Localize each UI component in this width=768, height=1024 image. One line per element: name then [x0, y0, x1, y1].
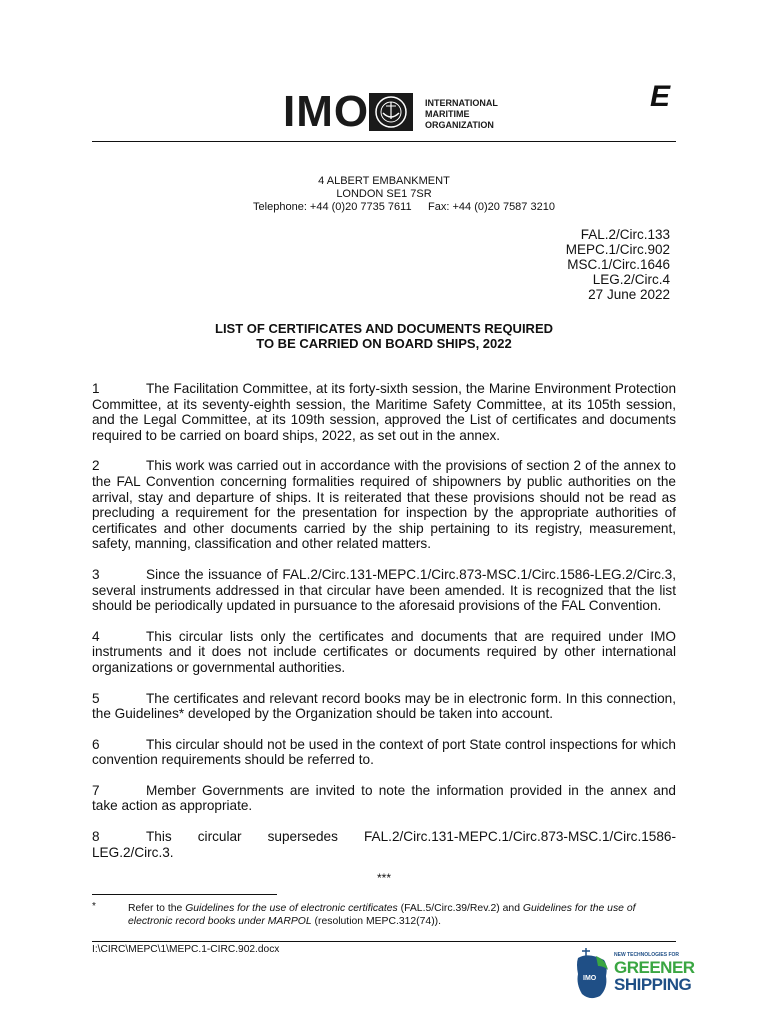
- document-body: [92, 381, 676, 887]
- paragraph-5: 5 The certificates and relevant record books may be in electronic form. In this connection, the Guidelines* developed by the Organization should be taken into account.: [92, 690, 676, 722]
- logo-tagline: NEW TECHNOLOGIES FOR: [614, 952, 679, 958]
- header-divider: [92, 141, 676, 142]
- ref-mepc: MEPC.1/Circ.902: [565, 242, 670, 257]
- circular-date: 27 June 2022: [588, 287, 670, 302]
- imo-logo-wordmark: IMO: [283, 87, 370, 136]
- document-title: LIST OF CERTIFICATES AND DOCUMENTS REQUIRED TO BE CARRIED ON BOARD SHIPS, 2022: [215, 321, 553, 351]
- greener-shipping-badge-icon: [574, 946, 612, 1002]
- file-path: I:\CIRC\MEPC\1\MEPC.1-CIRC.902.docx: [92, 944, 280, 955]
- imo-logo: [283, 88, 513, 138]
- paragraph-3: 3 Since the issuance of FAL.2/Circ.131-MEPC.1/Circ.873-MSC.1/Circ.1586-LEG.2/Circ.3, several instruments addressed in that circular have been amended. It is recognized that the list should be periodically updated in pursuance to the aforesaid provisions of the FAL Convention.: [92, 566, 676, 614]
- address-block: [92, 175, 676, 214]
- footnote: [92, 902, 676, 928]
- paragraph-8: 8 This circular supersedes FAL.2/Circ.131-MEPC.1/Circ.873-MSC.1/Circ.1586-LEG.2/Circ.3.: [92, 829, 676, 860]
- footer-divider: [92, 941, 676, 942]
- paragraph-4: 4 This circular lists only the certificates and documents that are required under IMO instruments and it does not include certificates or documents required by other international organizations or governmental authorities.: [92, 628, 676, 675]
- org-name: INTERNATIONAL MARITIME ORGANIZATION: [425, 98, 498, 130]
- ref-leg: LEG.2/Circ.4: [592, 272, 670, 287]
- paragraph-2: 2 This work was carried out in accordance with the provisions of section 2 of the annex to the FAL Convention concerning formalities required of shipowners by public authorities on the arrival, stay and departure of ships. It is reiterated that these provisions should not be read as precluding a requirement for the presentation for inspection by the appropriate authorities of certificates and other documents carried by the ship pertaining to its registry, measurement, safety, manning, classification and other related matters.: [92, 458, 676, 552]
- logo-greener: GREENER: [614, 958, 695, 977]
- paragraph-1: 1 The Facilitation Committee, at its forty-sixth session, the Marine Environment Protection Committee, at its seventy-eighth session, the Maritime Safety Committee, at its 105th session, and the Legal Committee, at its 109th session, approved the List of certificates and documents required to be carried on board ships, 2022, as set out in the annex.: [92, 381, 676, 443]
- footnote-mark: *: [92, 901, 96, 912]
- footnote-divider: [92, 894, 277, 895]
- ref-fal: FAL.2/Circ.133: [580, 227, 670, 242]
- circular-references: [566, 227, 670, 302]
- end-separator: ***: [376, 871, 391, 886]
- paragraph-6: 6 This circular should not be used in the context of port State control inspections for which convention requirements should be referred to.: [92, 736, 676, 768]
- ref-msc: MSC.1/Circ.1646: [567, 257, 670, 272]
- contact-line: [92, 201, 676, 214]
- badge-imo-text: IMO: [583, 975, 597, 982]
- logo-shipping: SHIPPING: [614, 975, 692, 994]
- imo-emblem-icon: [369, 93, 413, 131]
- telephone: Telephone: +44 (0)20 7735 7611: [253, 201, 412, 213]
- paragraph-7: 7 Member Governments are invited to note the information provided in the annex and take action as appropriate.: [92, 782, 676, 814]
- fax: Fax: +44 (0)20 7587 3210: [428, 201, 555, 213]
- greener-shipping-logo: [574, 946, 695, 1002]
- language-mark: E: [649, 80, 670, 113]
- address-line-1: 4 ALBERT EMBANKMENT: [318, 175, 450, 187]
- address-line-2: LONDON SE1 7SR: [336, 188, 432, 200]
- footnote-text: Refer to the Guidelines for the use of electronic certificates (FAL.5/Circ.39/Rev.2) and Guidelines for the use of electronic record books under MARPOL (resolution MEPC.312(74)).: [128, 903, 636, 927]
